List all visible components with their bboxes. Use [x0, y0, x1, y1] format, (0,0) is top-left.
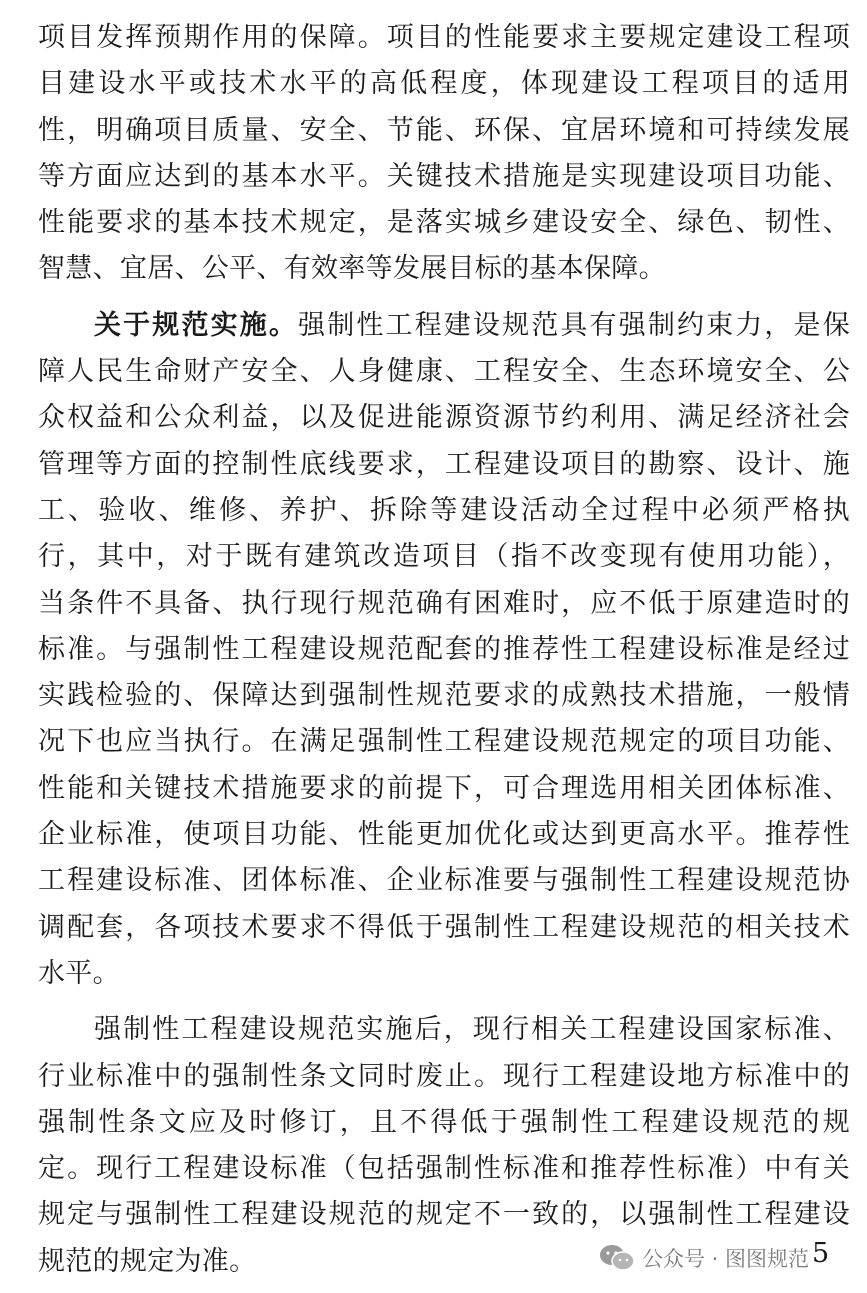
- text-line: 障人民生命财产安全、人身健康、工程安全、生态环境安全、公: [38, 356, 850, 388]
- text-line: 强制性工程建设规范实施后，现行相关工程建设国家标准、: [94, 1014, 850, 1046]
- text-line: 况下也应当执行。在满足强制性工程建设规范规定的项目功能、: [38, 726, 850, 758]
- text-line: 众权益和公众利益，以及促进能源资源节约利用、满足经济社会: [38, 402, 850, 434]
- paragraph-standard-implementation: [38, 303, 850, 997]
- section-heading: 关于规范实施。: [94, 309, 299, 341]
- text-line: 性能和关键技术措施要求的前提下，可合理选用相关团体标准、: [38, 772, 850, 804]
- text-line: 管理等方面的控制性底线要求，工程建设项目的勘察、设计、施: [38, 448, 850, 480]
- wechat-watermark: [598, 1240, 809, 1276]
- text-line: 行业标准中的强制性条文同时废止。现行工程建设地方标准中的: [38, 1060, 850, 1092]
- text-line: 行，其中，对于既有建筑改造项目（指不改变现有使用功能），: [38, 541, 850, 573]
- text-line: 目建设水平或技术水平的高低程度，体现建设工程项目的适用: [38, 68, 850, 100]
- text-line: 工程建设标准、团体标准、企业标准要与强制性工程建设规范协: [38, 865, 850, 897]
- text-line: 工、验收、维修、养护、拆除等建设活动全过程中必须严格执: [38, 494, 850, 526]
- text-line: 企业标准，使项目功能、性能更加优化或达到更高水平。推荐性: [38, 819, 850, 851]
- text-line: 强制性条文应及时修订，且不得低于强制性工程建设规范的规: [38, 1106, 850, 1138]
- text-span: 强制性工程建设规范具有强制约束力，是保: [298, 309, 851, 341]
- text-line: 项目发挥预期作用的保障。项目的性能要求主要规定建设工程项: [38, 22, 850, 53]
- text-line: 等方面应达到的基本水平。关键技术措施是实现建设项目功能、: [38, 160, 850, 192]
- text-line: 性，明确项目质量、安全、节能、环保、宜居环境和可持续发展: [38, 114, 850, 146]
- text-line: 规定与强制性工程建设规范的规定不一致的，以强制性工程建设: [38, 1199, 850, 1231]
- text-line: 调配套，各项技术要求不得低于强制性工程建设规范的相关技术: [38, 911, 850, 943]
- page-number: 5: [812, 1238, 830, 1269]
- wechat-icon: [598, 1243, 636, 1273]
- text-line: 性能要求的基本技术规定，是落实城乡建设安全、绿色、韧性、: [38, 207, 850, 239]
- paragraph-project-requirements: [38, 15, 850, 293]
- text-line: 智慧、宜居、公平、有效率等发展目标的基本保障。: [38, 253, 666, 285]
- text-line: 实践检验的、保障达到强制性规范要求的成熟技术措施，一般情: [38, 680, 850, 712]
- watermark-text: 公众号 · 图图规范: [642, 1247, 810, 1271]
- text-line: 水平。: [38, 957, 120, 989]
- document-page: [38, 15, 850, 1285]
- text-line: 规范的规定为准。: [38, 1245, 257, 1277]
- text-line: [38, 303, 850, 349]
- text-line: 当条件不具备、执行现行规范确有困难时，应不低于原建造时的: [38, 587, 850, 619]
- text-line: 定。现行工程建设标准（包括强制性标准和推荐性标准）中有关: [38, 1153, 850, 1185]
- text-line: 标准。与强制性工程建设规范配套的推荐性工程建设标准是经过: [38, 633, 850, 665]
